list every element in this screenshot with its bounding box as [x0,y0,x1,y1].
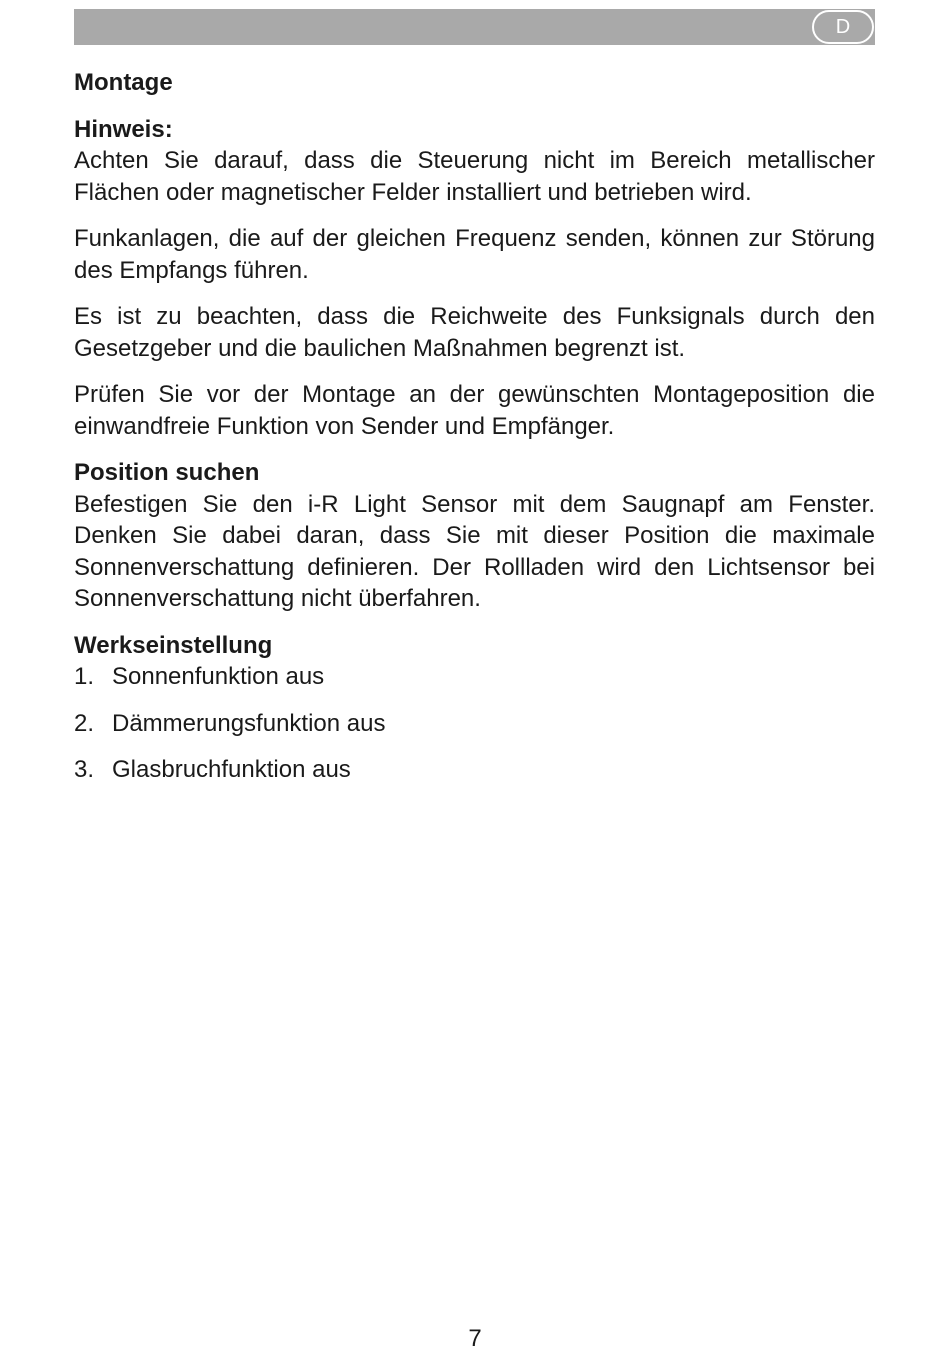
hinweis-paragraph-2: Funkanlagen, die auf der gleichen Frequenz senden, können zur Störung des Empfangs führen. [74,225,875,284]
list-item-number: 3. [74,756,95,783]
hinweis-paragraph-4: Prüfen Sie vor der Montage an der gewünschten Montageposition die einwandfreie Funktion von Sender und Empfänger. [74,381,875,440]
list-item-text: Glasbruchfunktion aus [112,756,351,783]
hinweis-paragraph-1: Achten Sie darauf, dass die Steuerung nicht im Bereich metallischer Flächen oder magnetischer Felder installiert und betrieben wird. [74,147,875,206]
list-item [74,661,875,693]
section-title-hinweis: Hinweis: [74,115,173,143]
page-content [74,67,875,801]
list-item-number: 1. [74,663,95,690]
list-item [74,754,875,786]
list-item [74,708,875,740]
hinweis-paragraph-3: Es ist zu beachten, dass die Reichweite des Funksignals durch den Gesetzgeber und die baulichen Maßnahmen begrenzt ist. [74,303,875,362]
language-badge: D [812,10,874,44]
werkseinstellung-list [74,661,875,786]
list-item-text: Dämmerungsfunktion aus [112,709,386,737]
section-title-montage: Montage [74,69,173,96]
section-title-werkseinstellung: Werkseinstellung [74,631,273,659]
page-number: 7 [468,1325,482,1352]
list-item-number: 2. [74,709,95,737]
section-title-position: Position suchen [74,459,260,486]
header-bar [74,9,875,45]
position-paragraph: Befestigen Sie den i-R Light Sensor mit dem Saugnapf am Fenster. Denken Sie dabei daran, dass Sie mit dieser Position die maximale Sonnenverschattung definieren. Der Rollladen wird den Lichtsensor bei Sonnenverschattung nicht überfahren. [74,490,875,612]
list-item-text: Sonnenfunktion aus [112,663,325,690]
